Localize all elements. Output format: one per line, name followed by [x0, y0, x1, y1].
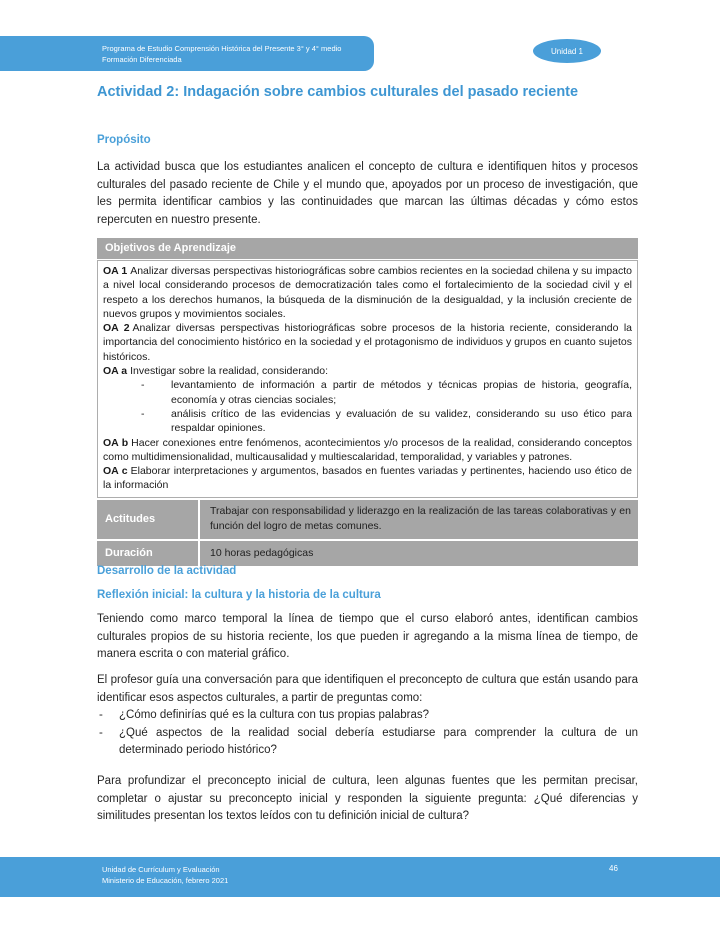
reflexion-paragraph-1: Teniendo como marco temporal la línea de tiempo que el curso elaboró antes, identifican cambios culturales propios de su historia reciente, los que pueden ir agregando a la misma línea de tiempo, de manera escrita o con material gráfico.	[97, 613, 638, 660]
duracion-row	[97, 541, 638, 566]
dash-marker: -	[99, 726, 103, 739]
dash-marker: -	[141, 379, 145, 392]
unit-badge: Unidad 1	[533, 39, 601, 63]
oa-a-bullet-1	[141, 378, 632, 407]
reflexion-heading: Reflexión inicial: la cultura y la historia de la cultura	[97, 589, 381, 601]
actitudes-label: Actitudes	[97, 500, 198, 539]
question-item-1	[97, 707, 638, 725]
oa-2-label: OA 2	[103, 322, 130, 335]
oa-1-paragraph	[103, 264, 632, 321]
oa-a-label: OA a	[103, 365, 128, 378]
reflexion-paragraph-2: El profesor guía una conversación para que identifiquen el preconcepto de cultura que están usando para identificar esos aspectos culturales, a partir de preguntas como:	[97, 674, 638, 704]
oa-2-paragraph	[103, 321, 632, 364]
oa-a-bullet-2-text: análisis crítico de las evidencias y evaluación de su validez, considerando su uso ético para respaldar opiniones.	[171, 407, 632, 435]
program-header-bar	[0, 36, 374, 71]
reflexion-paragraph-3: Para profundizar el preconcepto inicial de cultura, leen algunas fuentes que les permitan precisar, completar o ajustar su preconcepto inicial y responden la siguiente pregunta: ¿Qué diferencias y similitudes presentan los textos leídos con tu definición inicial de cultura?	[97, 775, 638, 822]
footer-line1: Unidad de Currículum y Evaluación	[102, 864, 220, 874]
oa-b-label: OA b	[103, 436, 129, 449]
activity-title: Actividad 2: Indagación sobre cambios culturales del pasado reciente	[97, 84, 579, 100]
oa-a-paragraph	[103, 364, 632, 378]
dash-marker: -	[99, 709, 103, 721]
footer-line2: Ministerio de Educación, febrero 2021	[102, 875, 229, 885]
oa-a-bullet-2	[141, 407, 632, 436]
actitudes-value-text: Trabajar con responsabilidad y liderazgo en la realización de las tareas colaborativas y en función del logro de metas comunes.	[210, 505, 631, 533]
oa-b-text: Hacer conexiones entre fenómenos, acontecimientos y/o procesos de la realidad, considerando conceptos como multidimensionalidad, multicausalidad y multiescalaridad, temporalidad, y variables y patrones.	[103, 436, 632, 463]
objetivos-table-header: Objetivos de Aprendizaje	[97, 238, 638, 259]
duracion-value-text: 10 horas pedagógicas	[210, 546, 314, 559]
oa-a-text: Investigar sobre la realidad, considerando:	[130, 365, 328, 378]
oa-b-paragraph	[103, 436, 632, 465]
oa-1-text: Analizar diversas perspectivas historiográficas sobre cambios recientes en la sociedad chilena y su impacto a nivel local considerando procesos de democratización tales como el fortalecimiento de la sociedad civil y el respeto a los derechos humanos, la búsqueda de la disminución de la desigualdad, y la inclusión creciente de nuevos grupos y movimientos sociales.	[103, 265, 632, 320]
duracion-label: Duración	[97, 541, 198, 566]
oa-c-paragraph	[103, 464, 632, 493]
program-title-line1: Programa de Estudio Comprensión Histórica del Presente 3° y 4° medio	[102, 43, 342, 53]
duracion-value	[200, 541, 638, 566]
actitudes-value	[200, 500, 638, 539]
reflexion-paragraph-2-block	[97, 672, 638, 760]
program-title-line2: Formación Diferenciada	[102, 54, 182, 64]
question-1-text: ¿Cómo definirías qué es la cultura con tus propias palabras?	[119, 709, 430, 721]
question-item-2	[97, 725, 638, 760]
oa-1-label: OA 1	[103, 265, 128, 277]
actitudes-row	[97, 500, 638, 539]
oa-c-label: OA c	[103, 465, 128, 478]
page-number: 46	[609, 863, 618, 873]
question-2-text: ¿Qué aspectos de la realidad social debería estudiarse para comprender la cultura de un determinado periodo histórico?	[119, 726, 638, 756]
desarrollo-heading: Desarrollo de la actividad	[97, 565, 237, 577]
objetivos-table-content	[97, 260, 638, 498]
oa-c-text: Elaborar interpretaciones y argumentos, basados en fuentes variadas y pertinentes, haciendo uso ético de la información	[103, 465, 632, 492]
page-footer-bar	[0, 857, 720, 897]
proposito-heading: Propósito	[97, 134, 151, 146]
proposito-paragraph: La actividad busca que los estudiantes analicen el concepto de cultura e identifiquen hitos y procesos culturales del pasado reciente de Chile y el mundo que, apoyados por un proceso de investigación, que les permita identificar cambios y las continuidades que marcan las últimas décadas y cómo estos repercuten en nuestro presente.	[97, 161, 638, 226]
oa-2-text: Analizar diversas perspectivas historiográficas sobre procesos de la historia reciente, considerando la importancia del conocimiento histórico en la sociedad y el protagonismo de individuos y grupos en cuanto sujetos históricos.	[103, 322, 632, 363]
objetivos-table	[97, 238, 638, 566]
oa-a-bullet-1-text: levantamiento de información a partir de métodos y técnicas propias de historia, geografía, economía y otras ciencias sociales;	[171, 379, 632, 406]
footer-text	[102, 864, 228, 886]
dash-marker: -	[141, 407, 145, 420]
